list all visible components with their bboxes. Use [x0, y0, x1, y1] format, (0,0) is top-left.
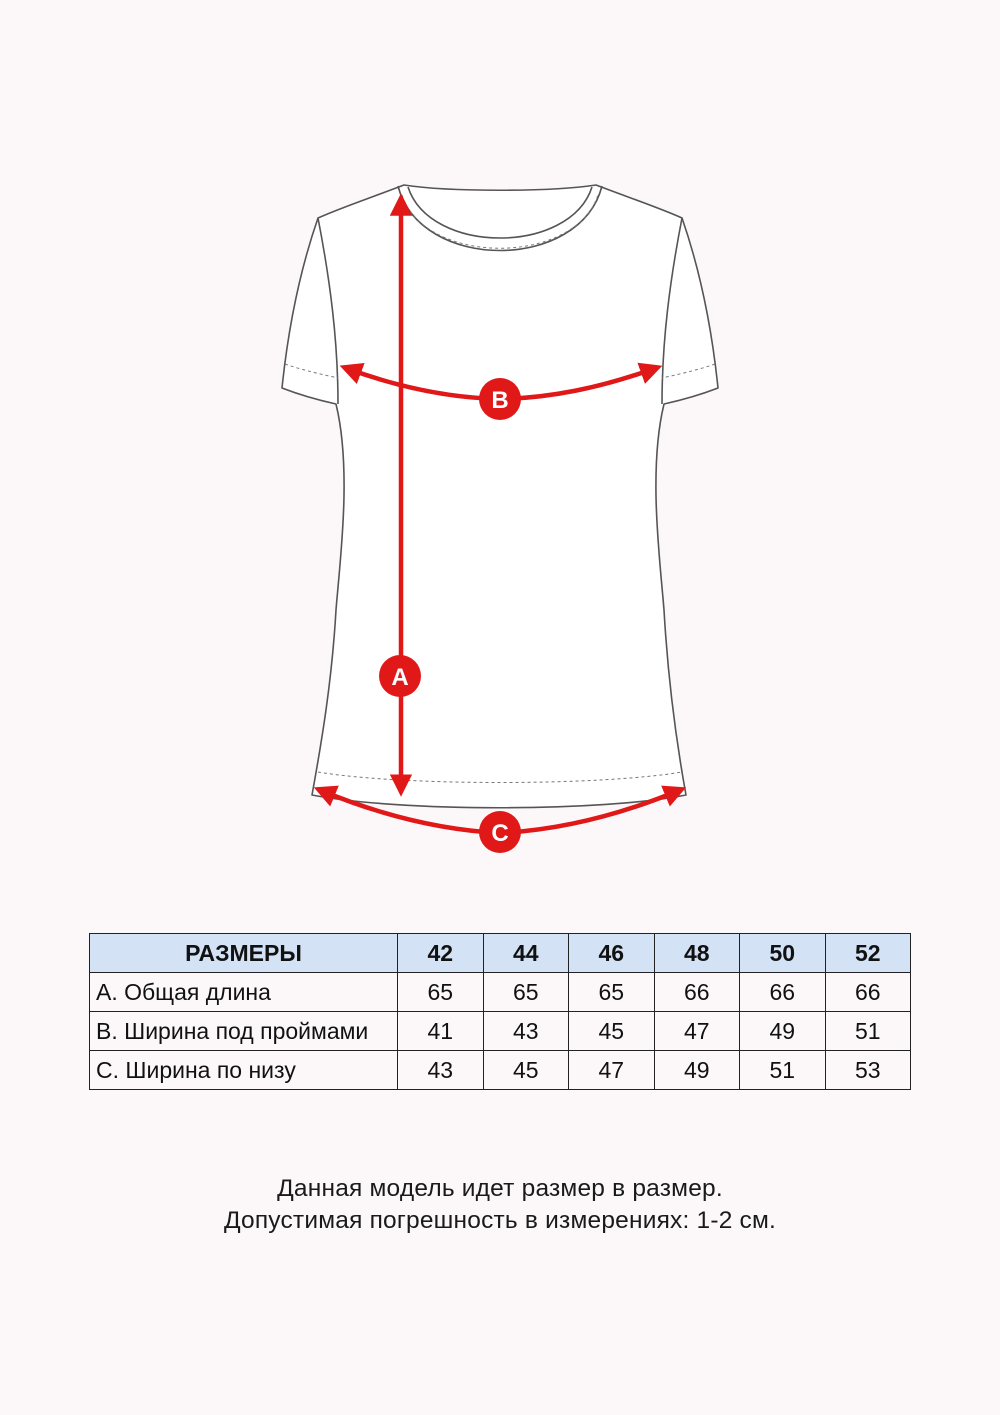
- table-row: [90, 973, 911, 1012]
- table-cell: 43: [483, 1012, 569, 1051]
- table-cell: 51: [825, 1012, 911, 1051]
- table-row: [90, 1012, 911, 1051]
- fit-note: Данная модель идет размер в размер.: [277, 1175, 723, 1202]
- table-cell: 41: [398, 1012, 484, 1051]
- header-sizes-label: РАЗМЕРЫ: [90, 934, 398, 973]
- table-cell: 65: [569, 973, 655, 1012]
- table-cell: 66: [740, 973, 826, 1012]
- row-label: A. Общая длина: [90, 973, 398, 1012]
- table-cell: 43: [398, 1051, 484, 1090]
- table-cell: 47: [654, 1012, 740, 1051]
- table-cell: 53: [825, 1051, 911, 1090]
- table-cell: 45: [569, 1012, 655, 1051]
- header-size: 44: [483, 934, 569, 973]
- size-table-header: [90, 934, 911, 973]
- row-label: B. Ширина под проймами: [90, 1012, 398, 1051]
- table-cell: 45: [483, 1051, 569, 1090]
- marker-a-label: A: [391, 664, 409, 691]
- marker-c-label: C: [491, 820, 509, 847]
- header-size: 52: [825, 934, 911, 973]
- table-cell: 66: [654, 973, 740, 1012]
- table-cell: 51: [740, 1051, 826, 1090]
- tolerance-note: Допустимая погрешность в измерениях: 1-2 см.: [223, 1207, 777, 1234]
- header-size: 46: [569, 934, 655, 973]
- header-size: 48: [654, 934, 740, 973]
- table-cell: 65: [398, 973, 484, 1012]
- table-cell: 66: [825, 973, 911, 1012]
- header-size: 42: [398, 934, 484, 973]
- tshirt-outline: [282, 185, 718, 808]
- size-table: [89, 933, 911, 1090]
- marker-b-label: B: [491, 387, 509, 414]
- table-cell: 49: [654, 1051, 740, 1090]
- table-row: [90, 1051, 911, 1090]
- table-cell: 65: [483, 973, 569, 1012]
- row-label: C. Ширина по низу: [90, 1051, 398, 1090]
- header-size: 50: [740, 934, 826, 973]
- table-cell: 47: [569, 1051, 655, 1090]
- table-cell: 49: [740, 1012, 826, 1051]
